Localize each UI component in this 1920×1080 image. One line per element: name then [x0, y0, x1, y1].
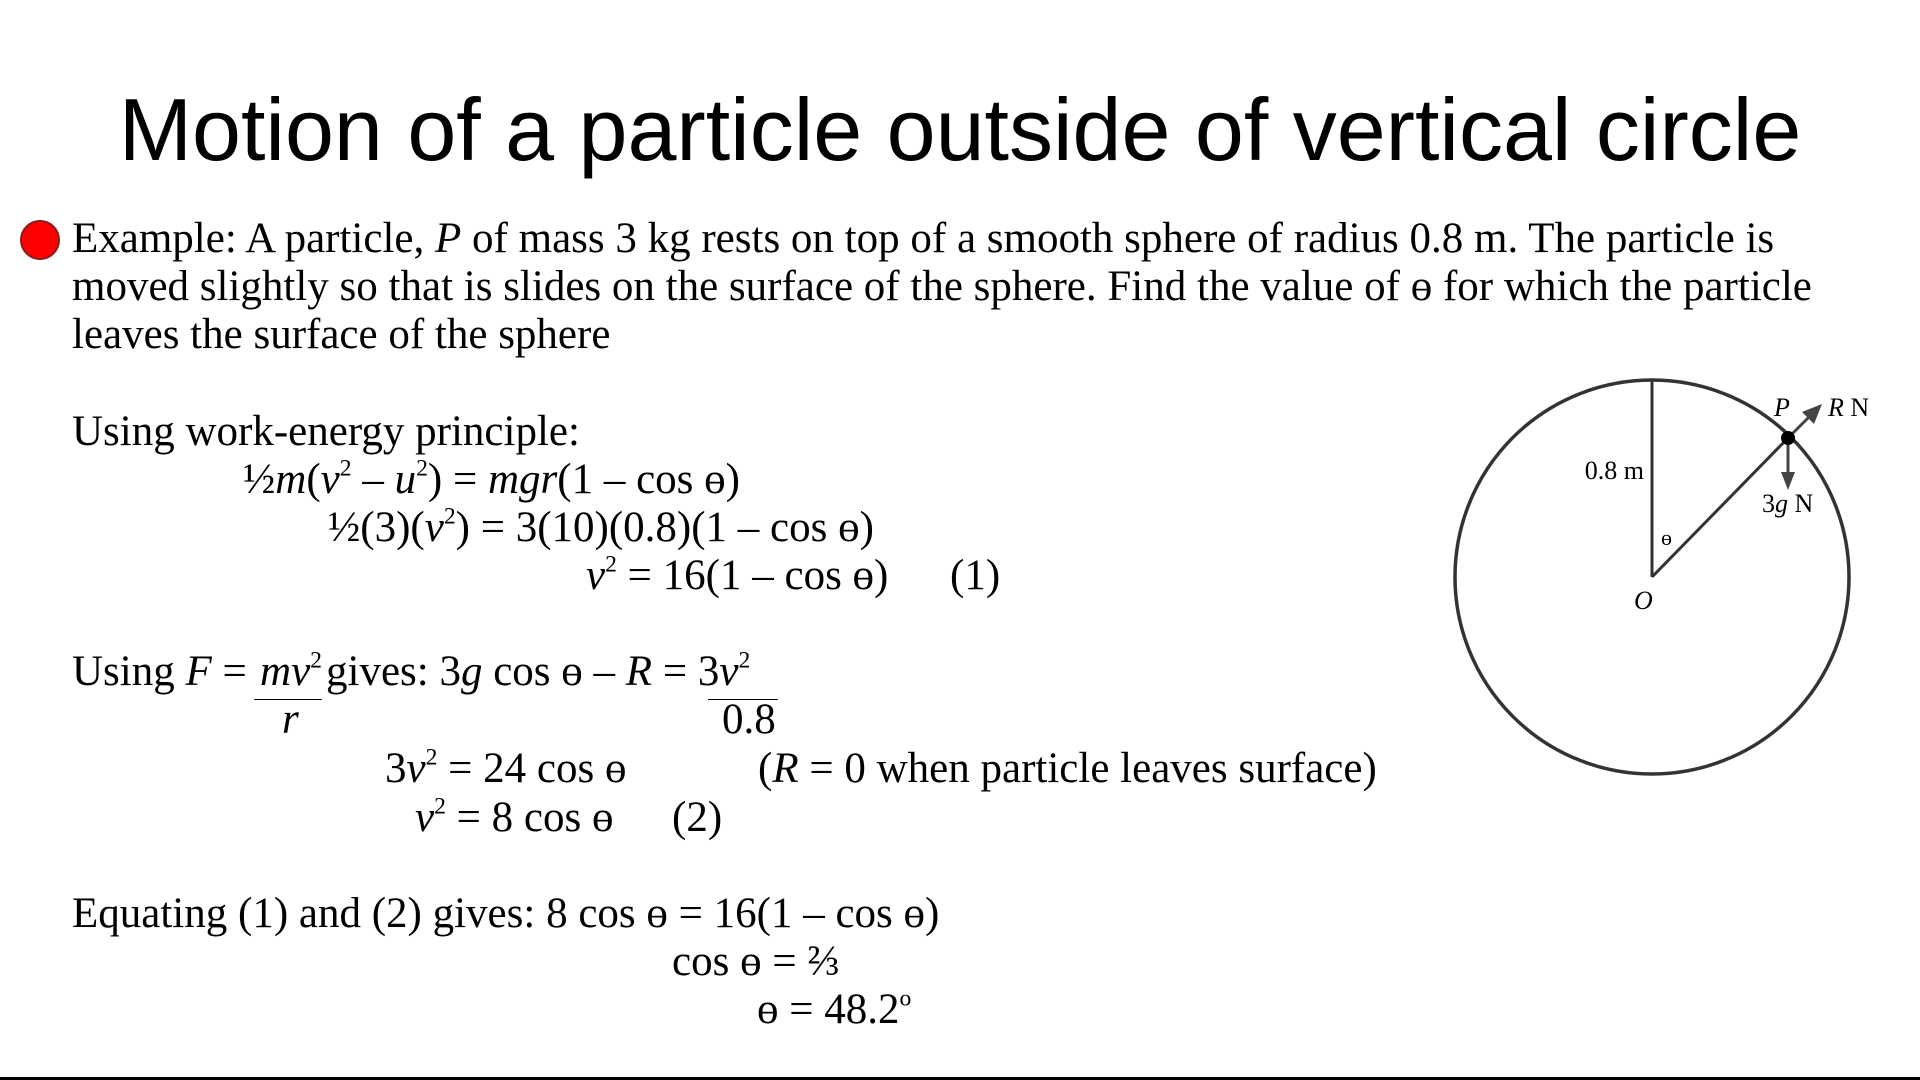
- var-v: v: [320, 456, 340, 503]
- exponent: 2: [416, 455, 428, 482]
- eq-text: (: [758, 745, 773, 792]
- eq-text: (: [306, 456, 321, 503]
- var-m: m: [260, 648, 292, 695]
- eq-text: (1 – cos ɵ): [557, 456, 740, 503]
- theta-label: ɵ: [1661, 525, 1672, 550]
- exponent: 2: [443, 503, 456, 530]
- cos-theta-result: cos ɵ = ⅔: [672, 938, 840, 985]
- eq-text: Using: [72, 648, 186, 695]
- degree-sign: o: [899, 985, 912, 1012]
- var-g: g: [1775, 489, 1788, 518]
- force-equation: [326, 648, 750, 696]
- var-r: R: [1828, 393, 1844, 422]
- var-r: r: [282, 696, 299, 743]
- eq-text: ½(3)(: [328, 504, 425, 551]
- example-line-3: leaves the surface of the sphere: [72, 311, 611, 358]
- fraction-denominator-r: [282, 696, 299, 744]
- equating-line: Equating (1) and (2) gives: 8 cos ɵ = 16(1 – cos ɵ): [72, 890, 940, 937]
- bullet-dot: [20, 220, 60, 260]
- var-r: R: [772, 745, 799, 792]
- equation-2: [415, 794, 614, 842]
- eq-text: ½: [243, 456, 276, 503]
- eq-text: = 0 when particle leaves surface): [798, 745, 1377, 792]
- var-v: v: [291, 648, 311, 695]
- example-text: Example: A particle,: [72, 215, 436, 262]
- work-energy-heading: Using work-energy principle:: [72, 408, 580, 455]
- radius-label: 0.8 m: [1584, 456, 1644, 485]
- var-mgr: mgr: [487, 456, 558, 503]
- exponent: 2: [434, 793, 446, 820]
- eq-text: ɵ = 48.2: [757, 986, 900, 1033]
- unit-n: N: [1788, 489, 1814, 518]
- var-r: R: [625, 648, 653, 695]
- equation-substituted: [328, 504, 874, 552]
- force-using-label: [72, 648, 247, 696]
- equation-24cos: [385, 745, 627, 793]
- fraction-denominator-08: 0.8: [722, 696, 776, 743]
- var-f: F: [185, 648, 212, 695]
- exponent: 2: [310, 647, 322, 674]
- eq-text: ) = 3(10)(0.8)(1 – cos ɵ): [455, 504, 874, 551]
- equation-tag-1: (1): [950, 552, 1001, 599]
- eq-text: = 16(1 – cos ɵ): [616, 552, 889, 599]
- var-g: g: [460, 648, 483, 695]
- weight-arrowhead: [1781, 472, 1795, 490]
- eq-text: –: [351, 456, 395, 503]
- equation-tag-2: (2): [672, 794, 723, 841]
- example-line-2: moved slightly so that is slides on the surface of the sphere. Find the value of ɵ for which the particle: [72, 263, 1812, 310]
- slide-title: Motion of a particle outside of vertical circle: [118, 80, 1802, 179]
- theta-result: [757, 986, 911, 1034]
- eq-text: = 8 cos ɵ: [445, 794, 614, 841]
- eq-text: = 24 cos ɵ: [437, 745, 627, 792]
- var-v: v: [719, 648, 739, 695]
- var-v: v: [586, 552, 606, 599]
- eq-text: = 3: [652, 648, 720, 695]
- eq-text: ) =: [427, 456, 488, 503]
- weight-label: [1762, 489, 1814, 518]
- unit-n: N: [1843, 393, 1870, 422]
- example-line-1: [72, 215, 1774, 263]
- exponent: 2: [339, 455, 352, 482]
- note-leaves-surface: [758, 745, 1377, 793]
- var-v: v: [406, 745, 426, 792]
- particle-label: P: [1774, 393, 1790, 422]
- var-p: P: [435, 215, 462, 262]
- eq-text: 3: [385, 745, 407, 792]
- eq-text: gives: 3: [326, 648, 461, 695]
- center-label: O: [1634, 586, 1653, 615]
- exponent: 2: [738, 647, 751, 674]
- equation-work-energy: [243, 456, 740, 504]
- var-v: v: [415, 794, 435, 841]
- weight-coefficient: 3: [1762, 489, 1775, 518]
- example-text: of mass 3 kg rests on top of a smooth sphere of radius 0.8 m. The particle is: [461, 215, 1775, 262]
- eq-text: =: [211, 648, 247, 695]
- var-u: u: [394, 456, 417, 503]
- reaction-label: [1827, 393, 1869, 422]
- sphere-diagram: [1440, 370, 1880, 790]
- particle-dot: [1781, 431, 1795, 445]
- fraction-numerator: [260, 648, 322, 696]
- exponent: 2: [605, 551, 617, 578]
- equation-1: [586, 552, 888, 600]
- exponent: 2: [425, 744, 438, 771]
- eq-text: cos ɵ –: [482, 648, 626, 695]
- var-m: m: [275, 456, 307, 503]
- var-v: v: [424, 504, 444, 551]
